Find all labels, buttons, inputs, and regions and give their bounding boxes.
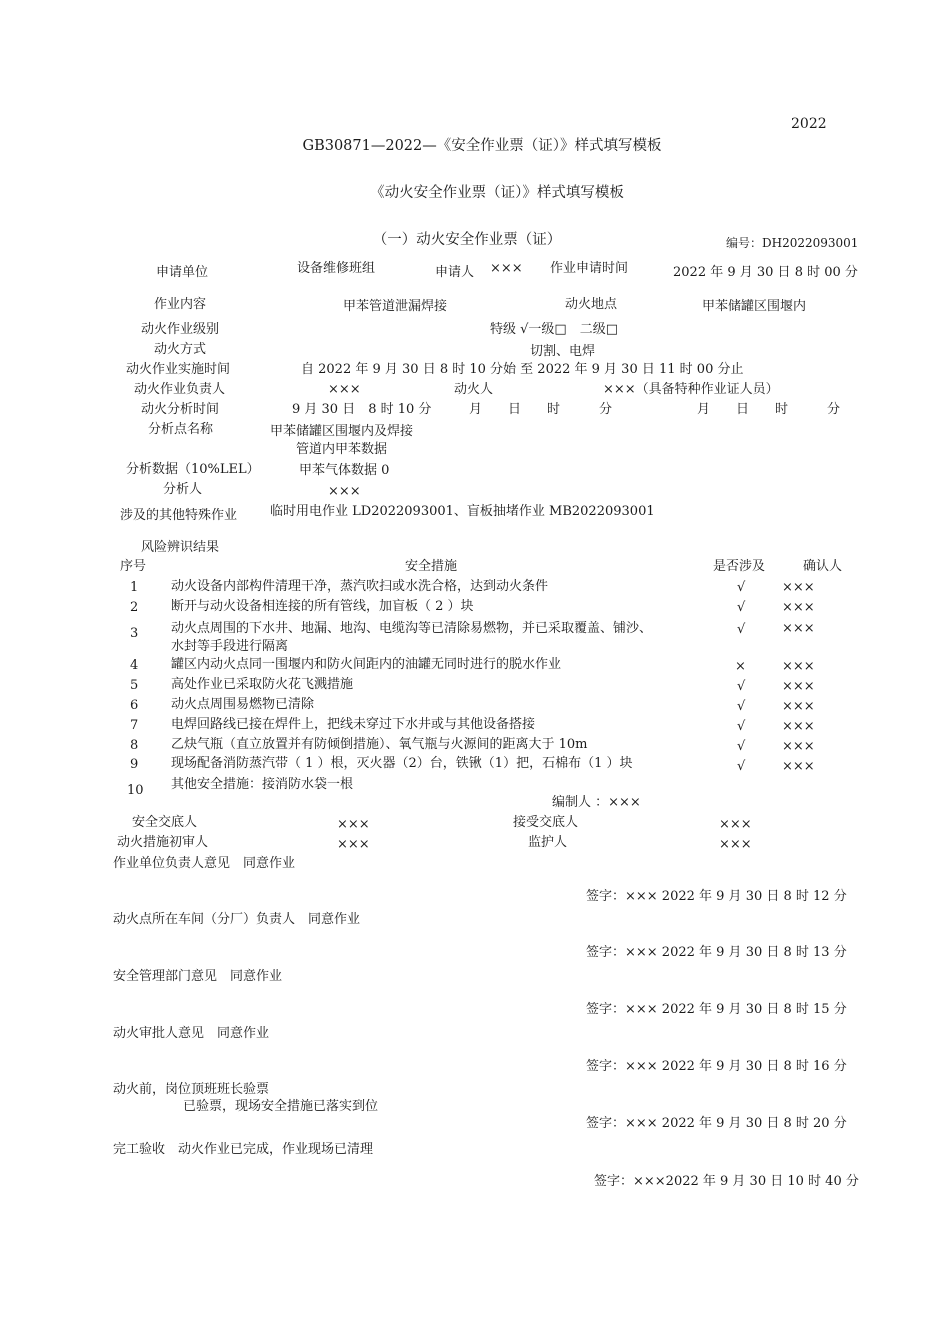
col-confirm-header: 确认人 — [803, 559, 843, 574]
content-value: 甲苯管道泄漏焊接 — [343, 299, 448, 314]
other-work-label: 涉及的其他特殊作业 — [120, 508, 238, 523]
signature: 签字：××× 2022 年 9 月 30 日 8 时 20 分 — [586, 1116, 847, 1131]
reviewer-value: ××× — [337, 837, 370, 852]
signature: 签字：××× 2022 年 9 月 30 日 8 时 16 分 — [586, 1059, 847, 1074]
apply-time-value: 2022 年 9 月 30 日 8 时 00 分 — [673, 265, 858, 280]
analysis-time-label: 动火分析时间 — [141, 402, 220, 417]
guardian-label: 监护人 — [528, 835, 568, 850]
receiver-label: 接受交底人 — [513, 815, 579, 830]
row-no: 8 — [130, 738, 139, 753]
year-mark: 2022 — [791, 116, 827, 132]
row-no: 1 — [130, 580, 139, 595]
signature: 签字：××× 2022 年 9 月 30 日 8 时 13 分 — [586, 945, 847, 960]
applicant-label: 申请人 — [435, 265, 475, 280]
row-measure: 其他安全措施：接消防水袋一根 — [171, 777, 354, 792]
briefer-value: ××× — [337, 817, 370, 832]
leader-label: 动火作业负责人 — [134, 382, 226, 397]
point-value-2: 管道内甲苯数据 — [296, 442, 388, 457]
row-no: 9 — [130, 757, 139, 772]
row-confirm: ××× — [782, 759, 815, 774]
opinion-label: 动火前，岗位顶班班长验票 — [113, 1082, 270, 1097]
form-subtitle: 《动火安全作业票（证）》样式填写模板 — [370, 185, 624, 201]
row-confirm: ××× — [782, 621, 815, 636]
col-involved-header: 是否涉及 — [713, 559, 766, 574]
data-value: 甲苯气体数据 0 — [299, 463, 390, 478]
row-measure: 断开与动火设备相连接的所有管线，加盲板（ 2 ）块 — [171, 599, 474, 614]
row-involved: √ — [737, 719, 746, 734]
row-measure: 罐区内动火点同一围堰内和防火间距内的油罐无同时进行的脱水作业 — [171, 657, 562, 672]
signature: 签字：××× 2022 年 9 月 30 日 8 时 12 分 — [586, 889, 847, 904]
opinion-label: 完工验收 动火作业已完成，作业现场已清理 — [113, 1142, 374, 1157]
analyst-value: ××× — [328, 484, 361, 499]
worker-label: 动火人 — [454, 382, 494, 397]
row-measure: 动火点周围的下水井、地漏、地沟、电缆沟等已清除易燃物，并已采取覆盖、铺沙、 — [171, 621, 653, 636]
row-measure: 高处作业已采取防火花飞溅措施 — [171, 677, 354, 692]
col-no-header: 序号 — [120, 559, 147, 574]
applicant-value: ××× — [490, 261, 523, 276]
row-measure: 现场配备消防蒸汽带（ 1 ）根，灭火器（2）台，铁锹（1）把，石棉布（1 ）块 — [171, 756, 633, 771]
row-involved: √ — [737, 699, 746, 714]
row-no: 7 — [130, 718, 139, 733]
row-involved: √ — [737, 679, 746, 694]
row-confirm: ××× — [782, 699, 815, 714]
row-involved: √ — [737, 622, 746, 637]
guardian-value: ××× — [719, 837, 752, 852]
row-confirm: ××× — [782, 679, 815, 694]
row-measure: 动火设备内部构件清理干净，蒸汽吹扫或水洗合格，达到动火条件 — [171, 579, 549, 594]
serial-number: 编号：DH2022093001 — [726, 236, 859, 250]
section-title: （一）动火安全作业票（证） — [372, 232, 562, 248]
row-confirm: ××× — [782, 600, 815, 615]
row-involved: √ — [737, 739, 746, 754]
period-value: 自 2022 年 9 月 30 日 8 时 10 分始 至 2022 年 9 月 30 日 11 时 00 分止 — [301, 362, 744, 377]
analysis-time-3: 月 日 时 分 — [697, 402, 841, 417]
row-measure: 乙炔气瓶（直立放置并有防倾倒措施）、氧气瓶与火源间的距离大于 10m — [171, 737, 588, 752]
row-no: 10 — [127, 783, 144, 798]
briefer-label: 安全交底人 — [132, 815, 198, 830]
row-no: 3 — [130, 626, 139, 641]
row-confirm: ××× — [782, 719, 815, 734]
row-no: 4 — [130, 658, 139, 673]
location-value: 甲苯储罐区围堰内 — [702, 299, 807, 314]
row-measure-cont: 水封等手段进行隔离 — [171, 639, 289, 654]
worker-value: ×××（具备特种作业证人员） — [603, 382, 779, 397]
data-label: 分析数据（10%LEL） — [126, 462, 260, 477]
level-value: 特级 √一级□ 二级□ — [490, 322, 618, 337]
row-confirm: ××× — [782, 580, 815, 595]
apply-unit-value: 设备维修班组 — [297, 261, 376, 276]
receiver-value: ××× — [719, 817, 752, 832]
method-label: 动火方式 — [154, 342, 207, 357]
row-confirm: ××× — [782, 739, 815, 754]
signature: 签字：××× 2022 年 9 月 30 日 8 时 15 分 — [586, 1002, 847, 1017]
row-no: 2 — [130, 600, 139, 615]
row-no: 6 — [130, 698, 139, 713]
analyst-label: 分析人 — [163, 482, 203, 497]
row-confirm: ××× — [782, 659, 815, 674]
row-involved: √ — [737, 600, 746, 615]
opinion-label: 安全管理部门意见 同意作业 — [113, 969, 283, 984]
point-value-1: 甲苯储罐区围堰内及焊接 — [270, 424, 414, 439]
opinion-detail: 已验票，现场安全措施已落实到位 — [183, 1099, 379, 1114]
content-label: 作业内容 — [154, 297, 207, 312]
method-value: 切割、电焊 — [530, 344, 596, 359]
point-label: 分析点名称 — [148, 422, 214, 437]
period-label: 动火作业实施时间 — [126, 362, 231, 377]
row-measure: 动火点周围易燃物已清除 — [171, 697, 315, 712]
opinion-label: 动火审批人意见 同意作业 — [113, 1026, 270, 1041]
analysis-time-1: 9 月 30 日 8 时 10 分 — [292, 402, 432, 417]
compiler: 编制人 ：××× — [552, 795, 641, 810]
apply-unit-label: 申请单位 — [156, 265, 209, 280]
opinion-label: 作业单位负责人意见 同意作业 — [113, 856, 296, 871]
opinion-label: 动火点所在车间（分厂）负责人 同意作业 — [113, 912, 361, 927]
location-label: 动火地点 — [565, 297, 618, 312]
row-measure: 电焊回路线已接在焊件上，把线未穿过下水井或与其他设备搭接 — [171, 717, 536, 732]
other-work-value: 临时用电作业 LD2022093001、盲板抽堵作业 MB2022093001 — [270, 504, 655, 519]
signature: 签字：×××2022 年 9 月 30 日 10 时 40 分 — [594, 1174, 859, 1189]
row-involved: × — [735, 659, 746, 674]
apply-time-label: 作业申请时间 — [550, 261, 629, 276]
row-involved: √ — [737, 580, 746, 595]
leader-value: ××× — [328, 382, 361, 397]
row-no: 5 — [130, 678, 139, 693]
col-measure-header: 安全措施 — [405, 559, 458, 574]
document-title: GB30871—2022—《安全作业票（证）》样式填写模板 — [302, 138, 662, 154]
risk-title: 风险辨识结果 — [141, 540, 220, 555]
row-involved: √ — [737, 759, 746, 774]
analysis-time-2: 月 日 时 分 — [469, 402, 613, 417]
level-label: 动火作业级别 — [141, 322, 220, 337]
reviewer-label: 动火措施初审人 — [117, 835, 209, 850]
